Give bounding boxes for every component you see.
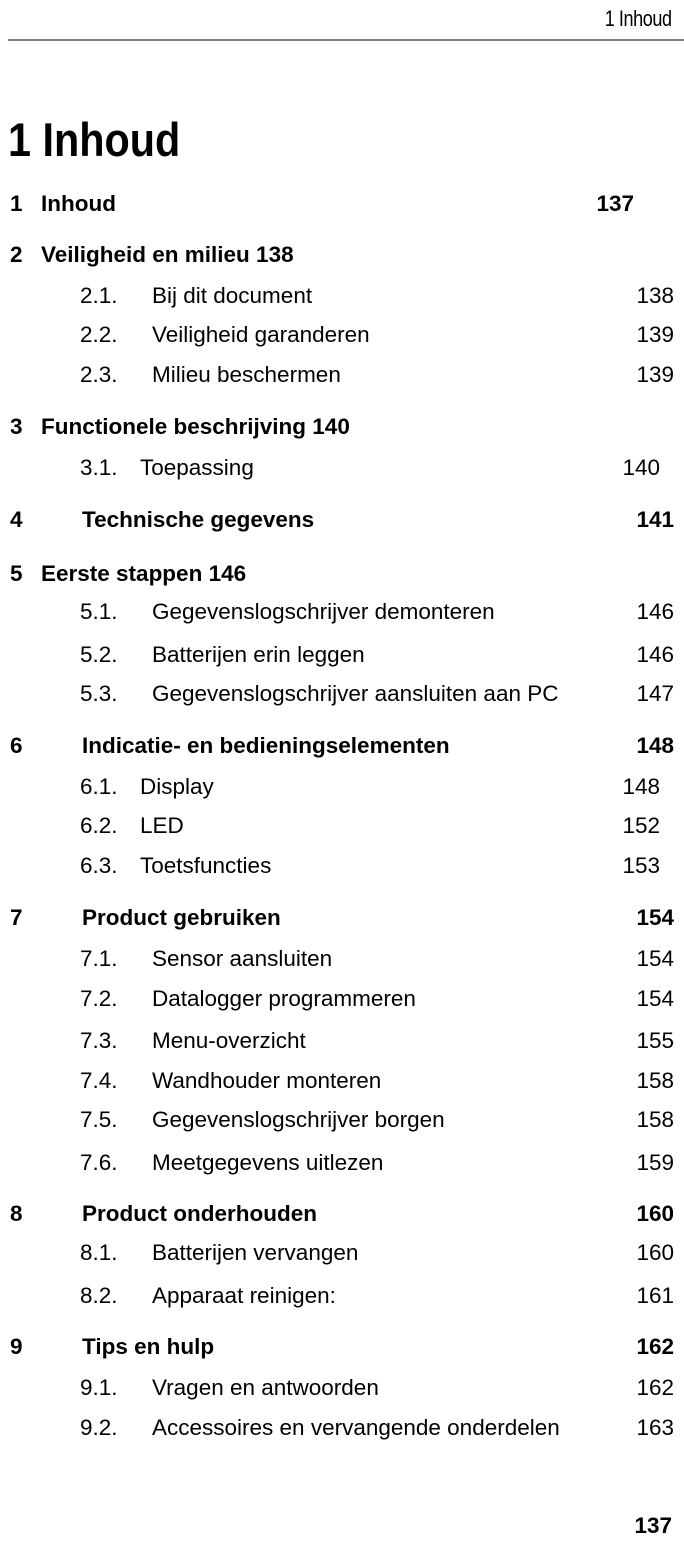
toc-section-title: Batterijen vervangen bbox=[152, 1240, 359, 1265]
toc-section-number: 6.1. bbox=[80, 774, 118, 799]
toc-section-number: 2.2. bbox=[80, 322, 118, 347]
toc-section-title: LED bbox=[140, 813, 184, 838]
toc-section-page: 155 bbox=[636, 1028, 674, 1053]
toc-section-page: 138 bbox=[636, 283, 674, 308]
toc-chapter-number: 2 bbox=[10, 242, 23, 267]
toc-section-page: 153 bbox=[622, 853, 660, 878]
toc-section-title: Datalogger programmeren bbox=[152, 986, 416, 1011]
toc-chapter-title: Eerste stappen 146 bbox=[41, 561, 247, 586]
toc-section-title: Accessoires en vervangende onderdelen bbox=[152, 1415, 560, 1440]
toc-chapter-title: Technische gegevens bbox=[82, 507, 315, 532]
toc-section-title: Meetgegevens uitlezen bbox=[152, 1150, 384, 1175]
toc-chapter-page: 154 bbox=[636, 905, 674, 930]
toc-section-number: 6.2. bbox=[80, 813, 118, 838]
toc-chapter-page: 162 bbox=[636, 1334, 674, 1359]
toc-chapter-title: Inhoud bbox=[41, 191, 116, 216]
toc-section-page: 140 bbox=[622, 455, 660, 480]
toc-section-title: Batterijen erin leggen bbox=[152, 642, 365, 667]
toc-chapter-page: 137 bbox=[596, 191, 634, 216]
toc-section-number: 2.1. bbox=[80, 283, 118, 308]
toc-section-number: 7.6. bbox=[80, 1150, 118, 1175]
toc-section-page: 148 bbox=[622, 774, 660, 799]
toc-section-page: 154 bbox=[636, 946, 674, 971]
toc-section-page: 158 bbox=[636, 1107, 674, 1132]
toc-chapter-page: 148 bbox=[636, 733, 674, 758]
toc-chapter-title: Veiligheid en milieu 138 bbox=[41, 242, 294, 267]
toc-section-page: 163 bbox=[636, 1415, 674, 1440]
toc-section-page: 147 bbox=[636, 681, 674, 706]
toc-section-title: Gegevenslogschrijver aansluiten aan PC bbox=[152, 681, 559, 706]
toc-section-title: Apparaat reinigen: bbox=[152, 1283, 336, 1308]
toc-section-title: Display bbox=[140, 774, 214, 799]
toc-chapter-title: Functionele beschrijving 140 bbox=[41, 414, 350, 439]
toc-section-number: 7.5. bbox=[80, 1107, 118, 1132]
toc-chapter-number: 8 bbox=[10, 1201, 23, 1226]
page-number: 137 bbox=[634, 1513, 672, 1538]
toc-section-page: 139 bbox=[636, 362, 674, 387]
toc-section-page: 152 bbox=[622, 813, 660, 838]
toc-chapter-page: 141 bbox=[636, 507, 674, 532]
toc-section-number: 5.3. bbox=[80, 681, 118, 706]
toc-section-number: 6.3. bbox=[80, 853, 118, 878]
toc-chapter-number: 9 bbox=[10, 1334, 23, 1359]
toc-section-page: 160 bbox=[636, 1240, 674, 1265]
toc-section-page: 159 bbox=[636, 1150, 674, 1175]
toc-section-number: 2.3. bbox=[80, 362, 118, 387]
toc-section-title: Gegevenslogschrijver demonteren bbox=[152, 599, 495, 624]
toc-chapter-title: Indicatie- en bedieningselementen bbox=[82, 733, 450, 758]
running-title: 1 Inhoud bbox=[605, 6, 672, 31]
toc-chapter-page: 160 bbox=[636, 1201, 674, 1226]
toc-section-page: 146 bbox=[636, 642, 674, 667]
toc-section-page: 154 bbox=[636, 986, 674, 1011]
toc-section-number: 7.1. bbox=[80, 946, 118, 971]
toc-chapter-title: Tips en hulp bbox=[82, 1334, 215, 1359]
toc-chapter-title: Product onderhouden bbox=[82, 1201, 317, 1226]
toc-section-title: Milieu beschermen bbox=[152, 362, 341, 387]
toc-section-number: 7.4. bbox=[80, 1068, 118, 1093]
toc-section-number: 8.1. bbox=[80, 1240, 118, 1265]
toc-chapter-number: 6 bbox=[10, 733, 23, 758]
toc-section-number: 9.2. bbox=[80, 1415, 118, 1440]
toc-section-number: 3.1. bbox=[80, 455, 118, 480]
toc-section-title: Bij dit document bbox=[152, 283, 313, 308]
toc-chapter-number: 4 bbox=[10, 507, 23, 532]
toc-section-title: Gegevenslogschrijver borgen bbox=[152, 1107, 445, 1132]
toc-section-page: 161 bbox=[636, 1283, 674, 1308]
toc-section-page: 162 bbox=[636, 1375, 674, 1400]
toc-section-title: Sensor aansluiten bbox=[152, 946, 333, 971]
toc-section-title: Vragen en antwoorden bbox=[152, 1375, 379, 1400]
toc-section-page: 139 bbox=[636, 322, 674, 347]
toc-chapter-number: 1 bbox=[10, 191, 23, 216]
toc-section-number: 5.2. bbox=[80, 642, 118, 667]
toc-section-title: Toetsfuncties bbox=[140, 853, 272, 878]
header-divider bbox=[8, 39, 684, 41]
toc-section-number: 7.3. bbox=[80, 1028, 118, 1053]
toc-chapter-number: 5 bbox=[10, 561, 23, 586]
toc-section-number: 9.1. bbox=[80, 1375, 118, 1400]
toc-section-title: Wandhouder monteren bbox=[152, 1068, 382, 1093]
toc-chapter-number: 7 bbox=[10, 905, 23, 930]
toc-chapter-title: Product gebruiken bbox=[82, 905, 281, 930]
toc-section-number: 7.2. bbox=[80, 986, 118, 1011]
page-title: 1 Inhoud bbox=[8, 113, 181, 166]
toc-section-page: 146 bbox=[636, 599, 674, 624]
toc-section-title: Toepassing bbox=[140, 455, 254, 480]
toc-chapter-number: 3 bbox=[10, 414, 23, 439]
toc-section-title: Menu-overzicht bbox=[152, 1028, 306, 1053]
toc-section-page: 158 bbox=[636, 1068, 674, 1093]
toc-section-number: 5.1. bbox=[80, 599, 118, 624]
toc-section-number: 8.2. bbox=[80, 1283, 118, 1308]
toc-section-title: Veiligheid garanderen bbox=[152, 322, 370, 347]
